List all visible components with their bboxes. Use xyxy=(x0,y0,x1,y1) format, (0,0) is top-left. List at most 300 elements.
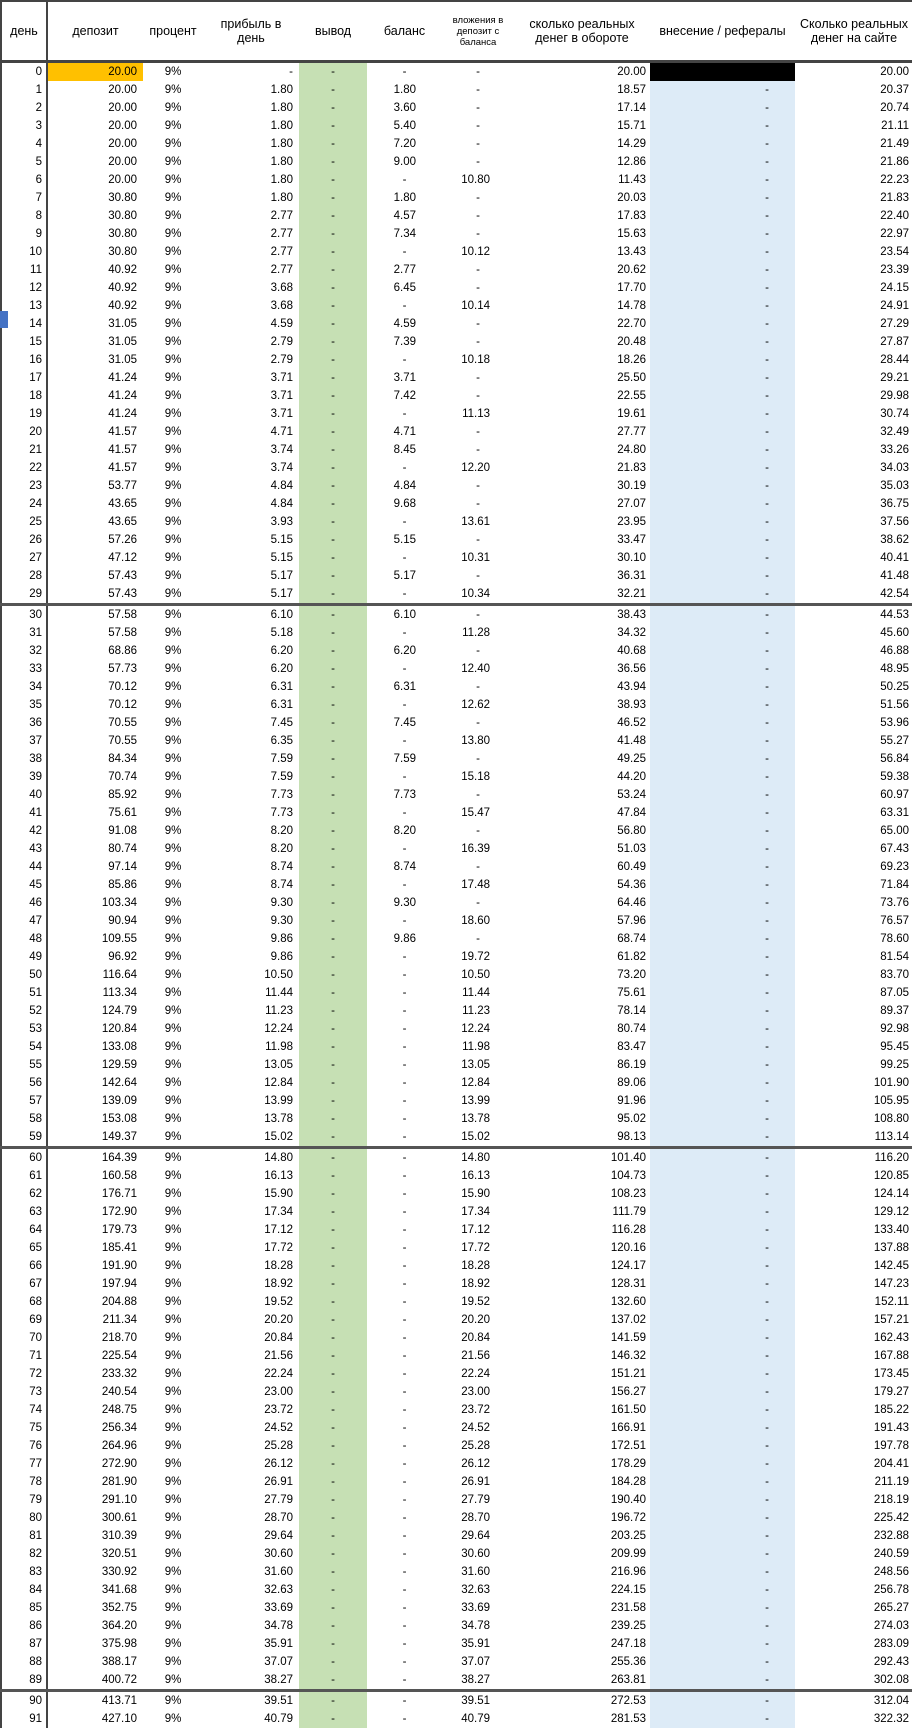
cell-day[interactable]: 40 xyxy=(1,786,47,804)
cell-percent[interactable]: 9% xyxy=(143,135,203,153)
cell-referrals[interactable]: - xyxy=(650,894,795,912)
cell-profit[interactable]: 1.80 xyxy=(203,81,299,99)
cell-deposit[interactable]: 57.26 xyxy=(47,531,143,549)
cell-referrals[interactable]: - xyxy=(650,732,795,750)
cell-invest[interactable]: 10.12 xyxy=(442,243,514,261)
cell-percent[interactable]: 9% xyxy=(143,1002,203,1020)
cell-invest[interactable]: 25.28 xyxy=(442,1437,514,1455)
cell-withdraw[interactable]: - xyxy=(299,333,367,351)
cell-day[interactable]: 65 xyxy=(1,1239,47,1257)
cell-balance[interactable]: 4.59 xyxy=(367,315,442,333)
cell-deposit[interactable]: 20.00 xyxy=(47,99,143,117)
cell-real-turnover[interactable]: 32.21 xyxy=(514,585,650,605)
cell-balance[interactable]: - xyxy=(367,1347,442,1365)
cell-invest[interactable]: - xyxy=(442,333,514,351)
header-real-turnover[interactable]: сколько реальных денег в обороте xyxy=(514,1,650,62)
cell-profit[interactable]: 31.60 xyxy=(203,1563,299,1581)
cell-day[interactable]: 60 xyxy=(1,1148,47,1168)
cell-real-site[interactable]: 59.38 xyxy=(795,768,912,786)
cell-profit[interactable]: 2.77 xyxy=(203,261,299,279)
cell-invest[interactable]: 19.52 xyxy=(442,1293,514,1311)
cell-real-turnover[interactable]: 19.61 xyxy=(514,405,650,423)
cell-real-site[interactable]: 185.22 xyxy=(795,1401,912,1419)
cell-balance[interactable]: - xyxy=(367,1581,442,1599)
cell-profit[interactable]: 6.20 xyxy=(203,642,299,660)
cell-profit[interactable]: 34.78 xyxy=(203,1617,299,1635)
cell-deposit[interactable]: 75.61 xyxy=(47,804,143,822)
cell-real-turnover[interactable]: 120.16 xyxy=(514,1239,650,1257)
cell-day[interactable]: 10 xyxy=(1,243,47,261)
cell-invest[interactable]: 31.60 xyxy=(442,1563,514,1581)
cell-day[interactable]: 8 xyxy=(1,207,47,225)
cell-real-site[interactable]: 22.40 xyxy=(795,207,912,225)
cell-invest[interactable]: 11.23 xyxy=(442,1002,514,1020)
cell-real-site[interactable]: 89.37 xyxy=(795,1002,912,1020)
cell-real-turnover[interactable]: 111.79 xyxy=(514,1203,650,1221)
cell-percent[interactable]: 9% xyxy=(143,405,203,423)
cell-balance[interactable]: - xyxy=(367,660,442,678)
cell-real-turnover[interactable]: 80.74 xyxy=(514,1020,650,1038)
cell-invest[interactable]: - xyxy=(442,477,514,495)
cell-balance[interactable]: 7.73 xyxy=(367,786,442,804)
cell-referrals[interactable]: - xyxy=(650,189,795,207)
cell-day[interactable]: 45 xyxy=(1,876,47,894)
cell-percent[interactable]: 9% xyxy=(143,1020,203,1038)
cell-balance[interactable]: - xyxy=(367,1710,442,1728)
cell-profit[interactable]: 4.84 xyxy=(203,495,299,513)
cell-profit[interactable]: 6.35 xyxy=(203,732,299,750)
cell-withdraw[interactable]: - xyxy=(299,1365,367,1383)
cell-withdraw[interactable]: - xyxy=(299,912,367,930)
cell-invest[interactable]: - xyxy=(442,531,514,549)
cell-referrals[interactable]: - xyxy=(650,567,795,585)
cell-day[interactable]: 66 xyxy=(1,1257,47,1275)
cell-profit[interactable]: 3.74 xyxy=(203,441,299,459)
cell-day[interactable]: 6 xyxy=(1,171,47,189)
cell-invest[interactable]: - xyxy=(442,189,514,207)
cell-percent[interactable]: 9% xyxy=(143,1581,203,1599)
cell-day[interactable]: 27 xyxy=(1,549,47,567)
cell-percent[interactable]: 9% xyxy=(143,696,203,714)
cell-day[interactable]: 72 xyxy=(1,1365,47,1383)
cell-percent[interactable]: 9% xyxy=(143,279,203,297)
cell-real-site[interactable]: 116.20 xyxy=(795,1148,912,1168)
cell-percent[interactable]: 9% xyxy=(143,297,203,315)
cell-real-turnover[interactable]: 156.27 xyxy=(514,1383,650,1401)
cell-real-turnover[interactable]: 128.31 xyxy=(514,1275,650,1293)
cell-invest[interactable]: - xyxy=(442,750,514,768)
cell-referrals[interactable]: - xyxy=(650,135,795,153)
cell-deposit[interactable]: 233.32 xyxy=(47,1365,143,1383)
cell-day[interactable]: 52 xyxy=(1,1002,47,1020)
cell-invest[interactable]: 26.91 xyxy=(442,1473,514,1491)
cell-balance[interactable]: 8.20 xyxy=(367,822,442,840)
cell-withdraw[interactable]: - xyxy=(299,153,367,171)
cell-day[interactable]: 28 xyxy=(1,567,47,585)
cell-balance[interactable]: 9.68 xyxy=(367,495,442,513)
cell-balance[interactable]: 4.57 xyxy=(367,207,442,225)
cell-referrals[interactable]: - xyxy=(650,1167,795,1185)
cell-referrals[interactable]: - xyxy=(650,1056,795,1074)
cell-day[interactable]: 57 xyxy=(1,1092,47,1110)
cell-real-site[interactable]: 152.11 xyxy=(795,1293,912,1311)
cell-withdraw[interactable]: - xyxy=(299,585,367,605)
cell-referrals[interactable]: - xyxy=(650,279,795,297)
cell-profit[interactable]: 37.07 xyxy=(203,1653,299,1671)
cell-referrals[interactable]: - xyxy=(650,1635,795,1653)
cell-real-turnover[interactable]: 25.50 xyxy=(514,369,650,387)
cell-real-site[interactable]: 30.74 xyxy=(795,405,912,423)
cell-deposit[interactable]: 70.55 xyxy=(47,732,143,750)
cell-balance[interactable]: 6.20 xyxy=(367,642,442,660)
cell-balance[interactable]: - xyxy=(367,840,442,858)
cell-referrals[interactable]: - xyxy=(650,387,795,405)
cell-balance[interactable]: - xyxy=(367,1128,442,1148)
cell-balance[interactable]: 8.45 xyxy=(367,441,442,459)
cell-referrals[interactable]: - xyxy=(650,99,795,117)
cell-profit[interactable]: 2.79 xyxy=(203,351,299,369)
cell-invest[interactable]: - xyxy=(442,822,514,840)
cell-invest[interactable]: 11.44 xyxy=(442,984,514,1002)
cell-real-site[interactable]: 34.03 xyxy=(795,459,912,477)
cell-referrals[interactable]: - xyxy=(650,1293,795,1311)
cell-day[interactable]: 53 xyxy=(1,1020,47,1038)
cell-balance[interactable]: - xyxy=(367,1257,442,1275)
cell-real-turnover[interactable]: 161.50 xyxy=(514,1401,650,1419)
cell-referrals[interactable]: - xyxy=(650,477,795,495)
cell-invest[interactable]: 17.72 xyxy=(442,1239,514,1257)
cell-referrals[interactable]: - xyxy=(650,1311,795,1329)
cell-percent[interactable]: 9% xyxy=(143,966,203,984)
cell-withdraw[interactable]: - xyxy=(299,1293,367,1311)
cell-day[interactable]: 0 xyxy=(1,62,47,82)
cell-deposit[interactable]: 85.86 xyxy=(47,876,143,894)
cell-real-site[interactable]: 69.23 xyxy=(795,858,912,876)
header-percent[interactable]: процент xyxy=(143,1,203,62)
cell-withdraw[interactable]: - xyxy=(299,1401,367,1419)
cell-referrals[interactable]: - xyxy=(650,585,795,605)
cell-profit[interactable]: 5.17 xyxy=(203,567,299,585)
cell-deposit[interactable]: 80.74 xyxy=(47,840,143,858)
cell-withdraw[interactable]: - xyxy=(299,822,367,840)
cell-referrals[interactable]: - xyxy=(650,1002,795,1020)
cell-withdraw[interactable]: - xyxy=(299,642,367,660)
cell-day[interactable]: 86 xyxy=(1,1617,47,1635)
cell-invest[interactable]: - xyxy=(442,369,514,387)
cell-day[interactable]: 23 xyxy=(1,477,47,495)
cell-referrals[interactable]: - xyxy=(650,531,795,549)
cell-real-site[interactable]: 129.12 xyxy=(795,1203,912,1221)
cell-balance[interactable]: - xyxy=(367,732,442,750)
cell-withdraw[interactable]: - xyxy=(299,1437,367,1455)
cell-withdraw[interactable]: - xyxy=(299,1056,367,1074)
cell-real-site[interactable]: 191.43 xyxy=(795,1419,912,1437)
cell-real-site[interactable]: 21.86 xyxy=(795,153,912,171)
cell-percent[interactable]: 9% xyxy=(143,624,203,642)
cell-balance[interactable]: - xyxy=(367,1038,442,1056)
cell-real-turnover[interactable]: 196.72 xyxy=(514,1509,650,1527)
cell-deposit[interactable]: 272.90 xyxy=(47,1455,143,1473)
cell-referrals[interactable]: - xyxy=(650,1092,795,1110)
cell-deposit[interactable]: 31.05 xyxy=(47,333,143,351)
cell-day[interactable]: 54 xyxy=(1,1038,47,1056)
cell-real-site[interactable]: 95.45 xyxy=(795,1038,912,1056)
cell-real-site[interactable]: 20.00 xyxy=(795,62,912,82)
cell-invest[interactable]: - xyxy=(442,642,514,660)
cell-withdraw[interactable]: - xyxy=(299,1509,367,1527)
cell-percent[interactable]: 9% xyxy=(143,642,203,660)
cell-percent[interactable]: 9% xyxy=(143,513,203,531)
cell-profit[interactable]: 5.15 xyxy=(203,531,299,549)
cell-real-turnover[interactable]: 14.78 xyxy=(514,297,650,315)
cell-balance[interactable]: - xyxy=(367,1185,442,1203)
cell-invest[interactable]: 34.78 xyxy=(442,1617,514,1635)
cell-day[interactable]: 35 xyxy=(1,696,47,714)
cell-balance[interactable]: - xyxy=(367,513,442,531)
cell-day[interactable]: 41 xyxy=(1,804,47,822)
cell-referrals[interactable]: - xyxy=(650,605,795,625)
cell-balance[interactable]: 5.40 xyxy=(367,117,442,135)
cell-withdraw[interactable]: - xyxy=(299,1545,367,1563)
cell-withdraw[interactable]: - xyxy=(299,1092,367,1110)
cell-day[interactable]: 11 xyxy=(1,261,47,279)
cell-deposit[interactable]: 129.59 xyxy=(47,1056,143,1074)
cell-profit[interactable]: 1.80 xyxy=(203,117,299,135)
cell-profit[interactable]: 4.84 xyxy=(203,477,299,495)
cell-profit[interactable]: 5.18 xyxy=(203,624,299,642)
cell-withdraw[interactable]: - xyxy=(299,1347,367,1365)
cell-profit[interactable]: 10.50 xyxy=(203,966,299,984)
cell-real-turnover[interactable]: 57.96 xyxy=(514,912,650,930)
cell-withdraw[interactable]: - xyxy=(299,1599,367,1617)
cell-profit[interactable]: 3.93 xyxy=(203,513,299,531)
cell-profit[interactable]: 20.84 xyxy=(203,1329,299,1347)
cell-deposit[interactable]: 30.80 xyxy=(47,207,143,225)
cell-real-site[interactable]: 225.42 xyxy=(795,1509,912,1527)
cell-invest[interactable]: 21.56 xyxy=(442,1347,514,1365)
cell-balance[interactable]: - xyxy=(367,1509,442,1527)
cell-percent[interactable]: 9% xyxy=(143,243,203,261)
cell-real-turnover[interactable]: 137.02 xyxy=(514,1311,650,1329)
cell-invest[interactable]: - xyxy=(442,117,514,135)
cell-withdraw[interactable]: - xyxy=(299,369,367,387)
cell-withdraw[interactable]: - xyxy=(299,1527,367,1545)
cell-percent[interactable]: 9% xyxy=(143,225,203,243)
cell-withdraw[interactable]: - xyxy=(299,1110,367,1128)
cell-deposit[interactable]: 300.61 xyxy=(47,1509,143,1527)
cell-percent[interactable]: 9% xyxy=(143,387,203,405)
cell-profit[interactable]: 16.13 xyxy=(203,1167,299,1185)
cell-deposit[interactable]: 31.05 xyxy=(47,351,143,369)
cell-percent[interactable]: 9% xyxy=(143,1509,203,1527)
cell-profit[interactable]: 4.71 xyxy=(203,423,299,441)
cell-balance[interactable]: 1.80 xyxy=(367,189,442,207)
cell-balance[interactable]: - xyxy=(367,1635,442,1653)
cell-deposit[interactable]: 41.57 xyxy=(47,423,143,441)
cell-invest[interactable]: - xyxy=(442,423,514,441)
cell-percent[interactable]: 9% xyxy=(143,1092,203,1110)
cell-deposit[interactable]: 185.41 xyxy=(47,1239,143,1257)
cell-deposit[interactable]: 40.92 xyxy=(47,261,143,279)
cell-day[interactable]: 76 xyxy=(1,1437,47,1455)
header-invest[interactable]: вложения в депозит с баланса xyxy=(442,1,514,62)
cell-withdraw[interactable]: - xyxy=(299,1617,367,1635)
cell-real-turnover[interactable]: 61.82 xyxy=(514,948,650,966)
cell-withdraw[interactable]: - xyxy=(299,81,367,99)
cell-deposit[interactable]: 103.34 xyxy=(47,894,143,912)
cell-deposit[interactable]: 191.90 xyxy=(47,1257,143,1275)
cell-percent[interactable]: 9% xyxy=(143,189,203,207)
cell-deposit[interactable]: 400.72 xyxy=(47,1671,143,1691)
cell-real-turnover[interactable]: 38.43 xyxy=(514,605,650,625)
cell-real-turnover[interactable]: 239.25 xyxy=(514,1617,650,1635)
cell-balance[interactable]: 7.39 xyxy=(367,333,442,351)
cell-profit[interactable]: 29.64 xyxy=(203,1527,299,1545)
cell-profit[interactable]: 9.86 xyxy=(203,930,299,948)
cell-balance[interactable]: 9.86 xyxy=(367,930,442,948)
cell-withdraw[interactable]: - xyxy=(299,786,367,804)
cell-real-site[interactable]: 113.14 xyxy=(795,1128,912,1148)
cell-real-site[interactable]: 23.54 xyxy=(795,243,912,261)
cell-withdraw[interactable]: - xyxy=(299,1239,367,1257)
cell-day[interactable]: 31 xyxy=(1,624,47,642)
cell-real-site[interactable]: 33.26 xyxy=(795,441,912,459)
cell-day[interactable]: 37 xyxy=(1,732,47,750)
cell-withdraw[interactable]: - xyxy=(299,261,367,279)
cell-balance[interactable]: - xyxy=(367,1148,442,1168)
cell-real-site[interactable]: 20.74 xyxy=(795,99,912,117)
cell-referrals[interactable]: - xyxy=(650,1671,795,1691)
cell-withdraw[interactable]: - xyxy=(299,1473,367,1491)
cell-invest[interactable]: 30.60 xyxy=(442,1545,514,1563)
cell-referrals[interactable]: - xyxy=(650,678,795,696)
cell-real-turnover[interactable]: 51.03 xyxy=(514,840,650,858)
cell-profit[interactable]: 1.80 xyxy=(203,171,299,189)
cell-balance[interactable]: 2.77 xyxy=(367,261,442,279)
cell-real-site[interactable]: 265.27 xyxy=(795,1599,912,1617)
cell-real-turnover[interactable]: 36.31 xyxy=(514,567,650,585)
cell-withdraw[interactable]: - xyxy=(299,405,367,423)
cell-percent[interactable]: 9% xyxy=(143,117,203,135)
cell-profit[interactable]: 7.45 xyxy=(203,714,299,732)
cell-balance[interactable]: - xyxy=(367,171,442,189)
cell-percent[interactable]: 9% xyxy=(143,441,203,459)
cell-real-turnover[interactable]: 255.36 xyxy=(514,1653,650,1671)
cell-profit[interactable]: 17.34 xyxy=(203,1203,299,1221)
cell-balance[interactable]: 3.71 xyxy=(367,369,442,387)
cell-referrals[interactable]: - xyxy=(650,207,795,225)
cell-percent[interactable]: 9% xyxy=(143,1473,203,1491)
cell-real-turnover[interactable]: 20.00 xyxy=(514,62,650,82)
cell-referrals[interactable]: - xyxy=(650,1074,795,1092)
cell-referrals[interactable]: - xyxy=(650,1383,795,1401)
cell-real-site[interactable]: 292.43 xyxy=(795,1653,912,1671)
cell-invest[interactable]: 24.52 xyxy=(442,1419,514,1437)
cell-percent[interactable]: 9% xyxy=(143,1671,203,1691)
cell-referrals[interactable]: - xyxy=(650,1491,795,1509)
cell-invest[interactable]: 20.20 xyxy=(442,1311,514,1329)
cell-real-site[interactable]: 81.54 xyxy=(795,948,912,966)
cell-balance[interactable]: - xyxy=(367,1491,442,1509)
cell-balance[interactable]: - xyxy=(367,1437,442,1455)
cell-deposit[interactable]: 320.51 xyxy=(47,1545,143,1563)
cell-day[interactable]: 46 xyxy=(1,894,47,912)
cell-real-turnover[interactable]: 17.14 xyxy=(514,99,650,117)
cell-balance[interactable]: - xyxy=(367,1275,442,1293)
cell-deposit[interactable]: 85.92 xyxy=(47,786,143,804)
cell-profit[interactable]: 25.28 xyxy=(203,1437,299,1455)
cell-invest[interactable]: 26.12 xyxy=(442,1455,514,1473)
cell-real-site[interactable]: 38.62 xyxy=(795,531,912,549)
cell-invest[interactable]: 17.12 xyxy=(442,1221,514,1239)
cell-referrals[interactable] xyxy=(650,62,795,82)
cell-balance[interactable]: - xyxy=(367,1311,442,1329)
cell-balance[interactable]: 4.71 xyxy=(367,423,442,441)
cell-day[interactable]: 16 xyxy=(1,351,47,369)
cell-deposit[interactable]: 160.58 xyxy=(47,1167,143,1185)
cell-real-turnover[interactable]: 49.25 xyxy=(514,750,650,768)
cell-profit[interactable]: 28.70 xyxy=(203,1509,299,1527)
cell-percent[interactable]: 9% xyxy=(143,261,203,279)
cell-deposit[interactable]: 90.94 xyxy=(47,912,143,930)
cell-profit[interactable]: 3.68 xyxy=(203,297,299,315)
cell-balance[interactable]: - xyxy=(367,1074,442,1092)
cell-balance[interactable]: - xyxy=(367,984,442,1002)
cell-invest[interactable]: 10.31 xyxy=(442,549,514,567)
cell-real-turnover[interactable]: 27.07 xyxy=(514,495,650,513)
cell-deposit[interactable]: 41.24 xyxy=(47,369,143,387)
cell-deposit[interactable]: 413.71 xyxy=(47,1691,143,1711)
cell-referrals[interactable]: - xyxy=(650,549,795,567)
cell-real-turnover[interactable]: 36.56 xyxy=(514,660,650,678)
cell-invest[interactable]: - xyxy=(442,315,514,333)
cell-real-site[interactable]: 173.45 xyxy=(795,1365,912,1383)
cell-day[interactable]: 71 xyxy=(1,1347,47,1365)
cell-balance[interactable]: - xyxy=(367,1239,442,1257)
cell-deposit[interactable]: 341.68 xyxy=(47,1581,143,1599)
cell-profit[interactable]: 12.84 xyxy=(203,1074,299,1092)
cell-withdraw[interactable]: - xyxy=(299,858,367,876)
cell-real-turnover[interactable]: 20.03 xyxy=(514,189,650,207)
cell-withdraw[interactable]: - xyxy=(299,1221,367,1239)
cell-balance[interactable]: - xyxy=(367,1671,442,1691)
cell-real-turnover[interactable]: 13.43 xyxy=(514,243,650,261)
cell-balance[interactable]: 9.00 xyxy=(367,153,442,171)
cell-day[interactable]: 63 xyxy=(1,1203,47,1221)
cell-percent[interactable]: 9% xyxy=(143,1203,203,1221)
cell-real-site[interactable]: 55.27 xyxy=(795,732,912,750)
cell-referrals[interactable]: - xyxy=(650,1419,795,1437)
cell-percent[interactable]: 9% xyxy=(143,1599,203,1617)
cell-percent[interactable]: 9% xyxy=(143,1437,203,1455)
cell-profit[interactable]: 40.79 xyxy=(203,1710,299,1728)
cell-day[interactable]: 67 xyxy=(1,1275,47,1293)
cell-deposit[interactable]: 30.80 xyxy=(47,189,143,207)
cell-real-turnover[interactable]: 40.68 xyxy=(514,642,650,660)
cell-day[interactable]: 32 xyxy=(1,642,47,660)
cell-deposit[interactable]: 20.00 xyxy=(47,171,143,189)
cell-day[interactable]: 20 xyxy=(1,423,47,441)
cell-deposit[interactable]: 204.88 xyxy=(47,1293,143,1311)
cell-percent[interactable]: 9% xyxy=(143,768,203,786)
cell-real-turnover[interactable]: 15.71 xyxy=(514,117,650,135)
cell-real-turnover[interactable]: 203.25 xyxy=(514,1527,650,1545)
cell-profit[interactable]: - xyxy=(203,62,299,82)
cell-percent[interactable]: 9% xyxy=(143,1110,203,1128)
cell-profit[interactable]: 12.24 xyxy=(203,1020,299,1038)
cell-balance[interactable]: - xyxy=(367,1563,442,1581)
header-balance[interactable]: баланс xyxy=(367,1,442,62)
